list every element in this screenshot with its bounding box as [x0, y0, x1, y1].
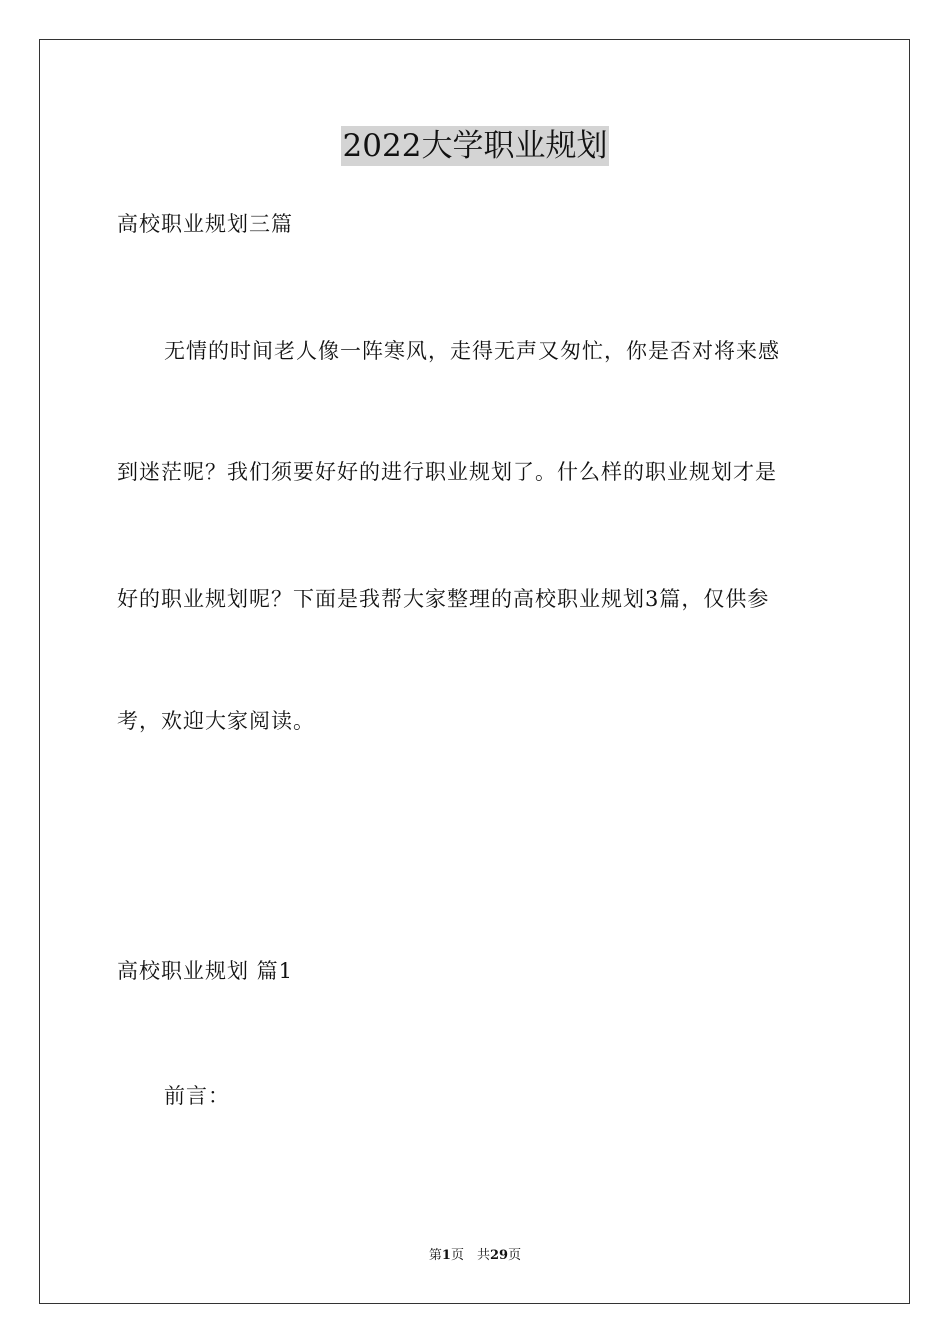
- preface-label: 前言：: [164, 1084, 230, 1108]
- paragraph-line: 无情的时间老人像一阵寒风，走得无声又匆忙，你是否对将来感: [164, 339, 780, 363]
- document-title: 2022大学职业规划: [342, 128, 608, 164]
- footer-mid: 页 共: [450, 1248, 490, 1263]
- title-container: [0, 126, 950, 166]
- footer-suffix: 页: [508, 1248, 522, 1263]
- page-footer: [0, 1247, 950, 1265]
- paragraph-line: 考，欢迎大家阅读。: [117, 709, 315, 733]
- section-heading: 高校职业规划 篇1: [117, 959, 294, 983]
- paragraph-line: 到迷茫呢？我们须要好好的进行职业规划了。什么样的职业规划才是: [117, 460, 777, 484]
- subtitle: 高校职业规划三篇: [117, 212, 293, 236]
- current-page-number: 1: [441, 1248, 451, 1263]
- footer-prefix: 第: [428, 1248, 442, 1263]
- paragraph-line: 好的职业规划呢？下面是我帮大家整理的高校职业规划3篇，仅供参: [117, 587, 770, 611]
- total-pages-number: 29: [489, 1248, 509, 1263]
